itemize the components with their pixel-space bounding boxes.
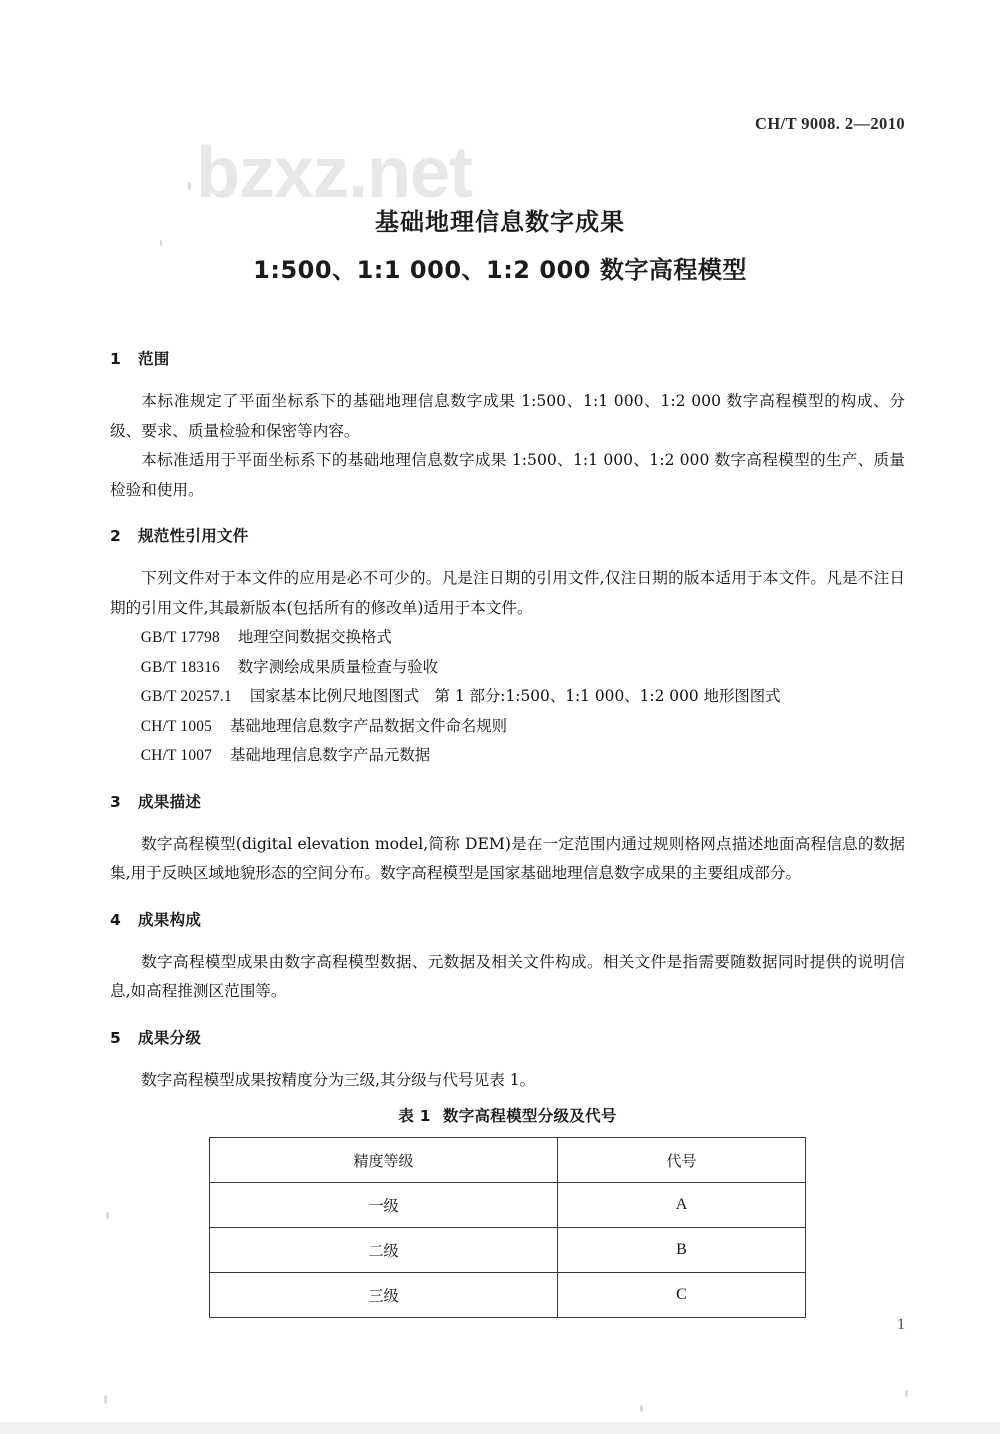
section-number-2: 2 [110, 527, 122, 545]
section-title-4: 成果构成 [138, 910, 202, 929]
reference-code: CH/T 1005 [140, 717, 213, 735]
cell-code: B [558, 1228, 806, 1273]
section-1-paragraph-1: 本标准规定了平面坐标系下的基础地理信息数字成果 1:500、1:1 000、1:2 000 数字高程模型的构成、分级、要求、质量检验和保密等内容。 [110, 392, 905, 440]
cell-grade: 三级 [210, 1273, 558, 1318]
section-heading-3 [110, 791, 905, 813]
document-body [110, 348, 905, 1318]
table-header-row [210, 1138, 806, 1183]
scan-edge-artifact [0, 1422, 1000, 1434]
section-title-1: 范围 [138, 350, 170, 368]
scan-speck [106, 1212, 109, 1219]
section-number-3: 3 [110, 792, 122, 811]
reference-title: 地理空间数据交换格式 [237, 628, 392, 646]
normative-reference-list [110, 623, 905, 771]
column-header-code: 代号 [558, 1138, 806, 1183]
section-title-5: 成果分级 [138, 1028, 202, 1047]
scan-speck [188, 182, 191, 190]
list-item [110, 653, 905, 683]
cell-grade: 二级 [210, 1228, 558, 1273]
reference-code: GB/T 18316 [140, 658, 220, 676]
reference-code: GB/T 20257.1 [140, 688, 232, 705]
reference-title: 基础地理信息数字产品元数据 [230, 746, 431, 764]
watermark: bzxz.net [196, 133, 473, 213]
list-item [110, 741, 905, 771]
cell-grade: 一级 [210, 1183, 558, 1228]
list-item [110, 623, 905, 653]
section-heading-4 [110, 909, 905, 931]
section-3-paragraph-1: 数字高程模型(digital elevation model,简称 DEM)是在一定范围内通过规则格网点描述地面高程信息的数据集,用于反映区域地貌形态的空间分布。数字高程模型是国家基础地理信息数字成果的主要组成部分。 [110, 834, 905, 882]
scan-speck [104, 1395, 107, 1404]
section-heading-5 [110, 1027, 905, 1049]
section-number-4: 4 [110, 910, 122, 929]
reference-code: CH/T 1007 [140, 747, 213, 764]
section-5-paragraph-1: 数字高程模型成果按精度分为三级,其分级与代号见表 1。 [141, 1070, 536, 1089]
table-row [210, 1228, 806, 1273]
section-4-paragraph-1: 数字高程模型成果由数字高程模型数据、元数据及相关文件构成。相关文件是指需要随数据同时提供的说明信息,如高程推测区范围等。 [110, 952, 905, 1000]
page-title-line-1: 基础地理信息数字成果 [375, 208, 625, 236]
running-header-standard-id: CH/T 9008. 2—2010 [755, 114, 905, 133]
reference-title: 基础地理信息数字产品数据文件命名规则 [230, 716, 508, 735]
section-2-paragraph-1: 下列文件对于本文件的应用是必不可少的。凡是注日期的引用文件,仅注日期的版本适用于本文件。凡是不注日期的引用文件,其最新版本(包括所有的修改单)适用于本文件。 [110, 569, 905, 617]
grade-code-table [209, 1137, 806, 1318]
page-number: 1 [897, 1316, 905, 1333]
table-caption-title: 数字高程模型分级及代号 [442, 1107, 617, 1125]
page-title-line-2: 1:500、1:1 000、1:2 000 数字高程模型 [253, 256, 747, 284]
section-heading-2 [110, 525, 905, 547]
section-1-paragraph-2: 本标准适用于平面坐标系下的基础地理信息数字成果 1:500、1:1 000、1:2 000 数字高程模型的生产、质量检验和使用。 [110, 451, 905, 499]
section-heading-1 [110, 348, 905, 370]
cell-code: C [558, 1273, 806, 1318]
reference-title: 国家基本比例尺地图图式 第 1 部分:1:500、1:1 000、1:2 000 地形图图式 [249, 687, 781, 705]
reference-title: 数字测绘成果质量检查与验收 [237, 657, 438, 676]
table-caption [110, 1104, 905, 1126]
scan-speck [905, 1390, 908, 1397]
section-number-5: 5 [110, 1028, 122, 1047]
table-caption-number: 表 1 [398, 1107, 431, 1125]
list-item [110, 712, 905, 742]
table-row [210, 1273, 806, 1318]
list-item [110, 682, 905, 712]
table-container [110, 1137, 905, 1318]
section-title-2: 规范性引用文件 [138, 527, 249, 545]
section-title-3: 成果描述 [138, 792, 202, 811]
scan-speck [640, 1405, 643, 1412]
table-row [210, 1183, 806, 1228]
page-title [0, 202, 1000, 285]
cell-code: A [558, 1183, 806, 1228]
column-header-grade: 精度等级 [210, 1138, 558, 1183]
section-number-1: 1 [110, 350, 122, 368]
reference-code: GB/T 17798 [140, 629, 220, 646]
